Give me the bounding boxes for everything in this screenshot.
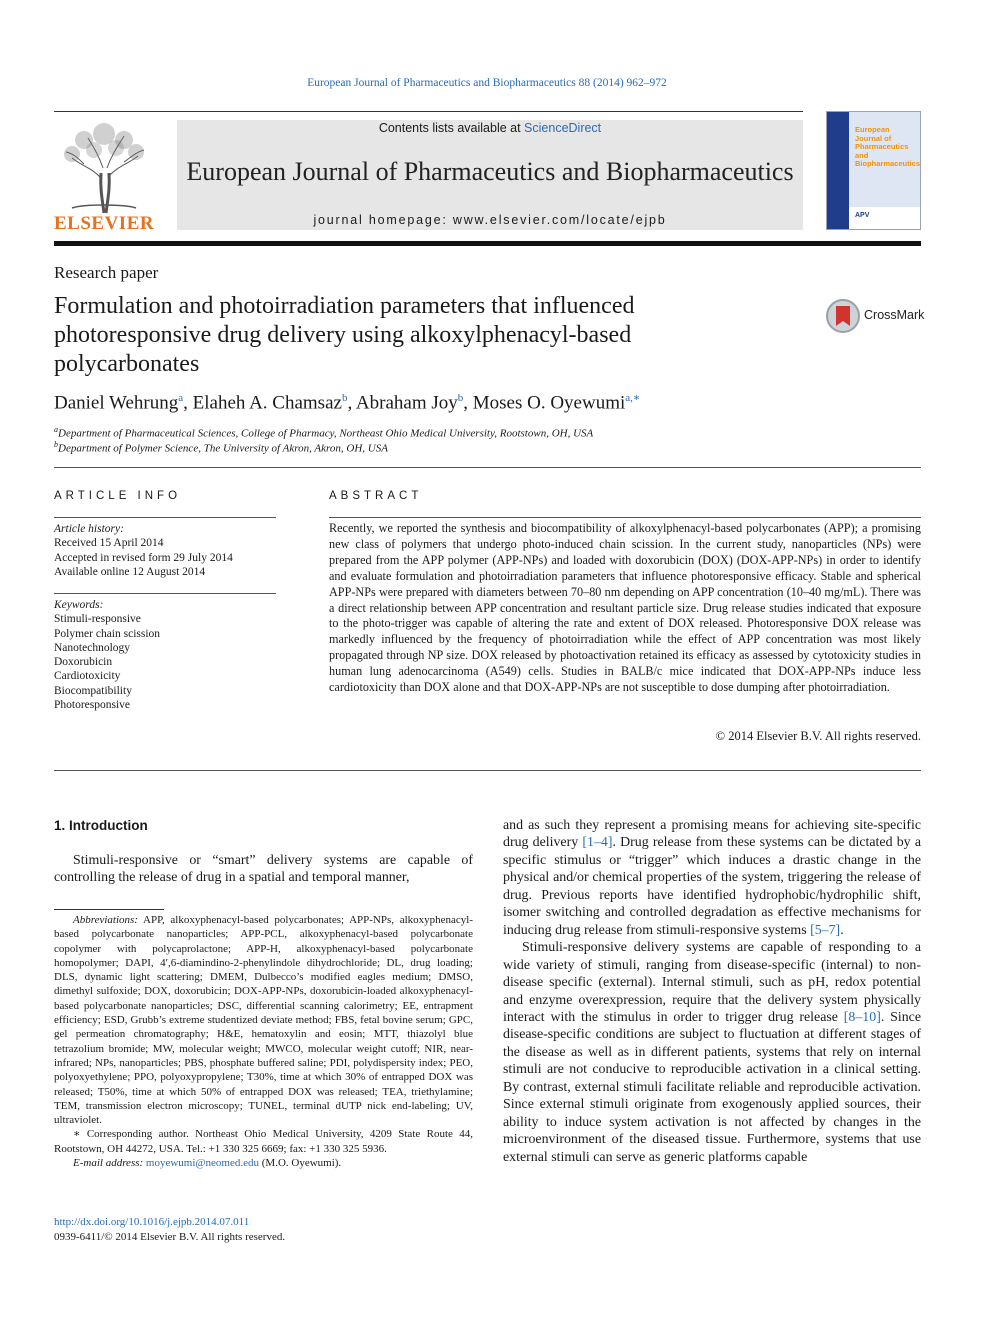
keywords-list — [54, 598, 276, 712]
crossmark-badge[interactable] — [826, 298, 926, 334]
article-info-rule — [54, 517, 276, 518]
abstract-divider — [54, 770, 921, 771]
journal-title: European Journal of Pharmaceutics and Biopharmaceutics — [186, 157, 794, 186]
author-affiliation-mark[interactable]: a,∗ — [625, 392, 641, 404]
keyword: Doxorubicin — [54, 656, 113, 669]
history-item: Received 15 April 2014 — [54, 537, 164, 550]
cover-spine-band — [827, 112, 849, 229]
cover-title-line: Biopharmaceutics — [855, 159, 921, 168]
keyword: Biocompatibility — [54, 684, 132, 697]
crossmark-label: CrossMark — [864, 308, 925, 322]
affiliation — [54, 425, 593, 440]
keyword: Cardiotoxicity — [54, 670, 121, 683]
email-owner: (M.O. Oyewumi). — [259, 1157, 342, 1170]
title-divider — [54, 467, 921, 468]
citation-link[interactable]: [8–10] — [843, 1009, 881, 1025]
journal-citation-link[interactable]: European Journal of Pharmaceutics and Biopharmaceutics 88 (2014) 962–972 — [307, 77, 667, 89]
intro-right-column — [503, 817, 921, 1166]
abstract-rule — [329, 517, 921, 518]
email-label: E-mail address: — [73, 1157, 144, 1170]
crossmark-icon — [826, 298, 860, 334]
abbreviations-label: Abbreviations: — [73, 914, 138, 926]
issn-line: 0939-6411/© 2014 Elsevier B.V. All rights reserved. — [54, 1231, 286, 1243]
affiliation — [54, 440, 388, 455]
cover-title-line: European — [855, 125, 890, 134]
keyword: Stimuli-responsive — [54, 613, 141, 626]
footnotes — [54, 913, 473, 1170]
affiliation-mark: b — [54, 440, 58, 449]
article-info-heading: ARTICLE INFO — [54, 490, 182, 502]
corresponding-author-footnote: ∗ Corresponding author. Northeast Ohio Medical University, 4209 State Route 44, Rootstown, OH 44272, USA. Tel.: +1 330 325 6669; fax: +1 330 325 5936. — [54, 1128, 473, 1155]
affiliation-mark: a — [54, 425, 58, 434]
abbreviations-text: APP, alkoxyphenacyl-based polycarbonates; APP-NPs, alkoxyphenacyl-based polycarbonate nanoparticles; APP-PCL, alkoxyphenacyl-based polycarbonate copolymer with polycaprolactone; APP-H, alkoxyphenacyl-based polycarbonate homopolymer; DAPI, 4′,6-diamindino-2-phenylindole dihydrochloride; DL, drug loading; DLS, dynamic light scattering; DMEM, Dulbecco’s modified eagles medium; DMSO, dimethyl sulfoxide; DOX, doxorubicin; DOX-APP-NPs, doxorubicin-loaded alkoxyphenacyl-based polycarbonate nanoparticles; DSC, differential scanning calorimetry; EE, entrapment efficiency; ESD, Grubb’s extreme studentized deviate method; FBS, fetal bovine serum; GPC, gel permeation chromatography; H&E, hematoxylin and eosin; MTT, thiazolyl blue tetrazolium bromide; MW, molecular weight; MWCO, molecular weight cutoff; NIR, near-infrared; NPs, nanoparticles; PBS, phosphate buffered saline; PDI, polydispersity index; PEO, polyoxyethylene; PPO, polyoxypropylene; T30%, time at which 30% of entrapped DOX was released; T50%, time at which 50% of entrapped DOX was released; TEA, triethylamine; TEM, transmission electron microscopy; TUNEL, terminal dUTP nick end-labeling; UV, ultraviolet. — [54, 914, 473, 1127]
cover-title-line: Pharmaceutics and — [855, 142, 909, 160]
contents-prefix: Contents lists available at — [378, 121, 525, 135]
intro-paragraph — [503, 817, 921, 939]
journal-homepage[interactable]: journal homepage: www.elsevier.com/locate/ejpb — [313, 213, 667, 227]
article-title: Formulation and photoirradiation parameters that influenced photoresponsive drug delivery using alkoxylphenacyl-based polycarbonates — [54, 293, 635, 377]
intro-paragraph — [503, 939, 921, 1166]
header-thick-rule — [54, 241, 921, 246]
keyword: Photoresponsive — [54, 699, 131, 712]
article-history — [54, 522, 276, 579]
intro-text: and as such they represent a promising means for achieving site-specific drug delivery — [503, 818, 921, 851]
citation-link[interactable]: [1–4] — [582, 835, 613, 851]
intro-paragraph: Stimuli-responsive or “smart” delivery systems are capable of controlling the release of drug in a spatial and temporal manner, — [54, 853, 473, 886]
keywords-label: Keywords: — [54, 599, 104, 611]
author-list: Daniel Wehrung$^a$, Elaheh A. Chamsaz$^b$, Abraham Joy$^b$, Moses O. Oyewumi$^{a,∗}$ — [54, 392, 641, 414]
contents-available-line — [177, 121, 803, 135]
history-item: Accepted in revised form 29 July 2014 — [54, 551, 233, 564]
doi-link[interactable]: http://dx.doi.org/10.1016/j.ejpb.2014.07.011 — [54, 1216, 250, 1228]
article-type: Research paper — [54, 263, 159, 282]
section-heading-introduction: 1. Introduction — [54, 818, 148, 833]
history-label: Article history: — [54, 523, 124, 535]
citation-link[interactable]: [5–7] — [810, 922, 841, 938]
affiliation-text: Department of Polymer Science, The University of Akron, Akron, OH, USA — [58, 442, 388, 455]
cover-title — [855, 126, 921, 169]
author-name[interactable]: Elaheh A. Chamsaz — [192, 392, 342, 414]
footnote-rule — [54, 909, 164, 910]
intro-text: . Drug release from these systems can be dictated by a specific stimulus or “trigger” which induces a drastic change in the physical and/or chemical properties of the system, triggering the release of drug. Previous reports have identified hydrophobic/hydrophilic shift, isomer switching and controlled degradation as effective mechanisms for inducing drug release from stimuli-responsive systems — [503, 835, 921, 938]
history-item: Available online 12 August 2014 — [54, 565, 206, 578]
cover-publisher: APV — [855, 212, 870, 219]
journal-cover-thumbnail[interactable] — [826, 111, 921, 230]
author-name[interactable]: Daniel Wehrung — [54, 392, 179, 414]
author-affiliation-mark[interactable]: b — [341, 392, 348, 404]
keyword: Polymer chain scission — [54, 627, 161, 640]
abbreviations-footnote — [54, 913, 473, 1127]
header-top-rule — [54, 111, 803, 112]
abstract-text: Recently, we reported the synthesis and biocompatibility of alkoxylphenacyl-based polycarbonates (APP); a promising new class of polymers that undergo photo-induced chain scission. In the current study, nanoparticles (NPs) were prepared from the APP polymer (APP-NPs) and loaded with doxorubicin (DOX) (DOX-APP-NPs) in order to identify and evaluate formulation and photoirradiation parameters that influence photoresponsive efficacy. Stable and spherical APP-NPs were prepared with diameters between 70–80 nm depending on APP concentration (10–40 mg/mL). There was a direct relationship between APP concentration and resultant particle size. Drug release studies indicated that exposure to the photo-trigger was capable of altering the rate and extent of DOX released. Photoresponsive DOX release was markedly influenced by the frequency of photoirradiation while the effect of APP concentration was most likely propagated through NP size. DOX released by photoactivation retained its efficacy as assessed by cytotoxicity studies in human lung adenocarcinoma (A549) cells. Studies in BALB/c mice indicated that DOX-APP-NPs induce less cardiotoxicity than DOX alone and that DOX-APP-NPs are not susceptible to dose dumping after photoirradiation. — [329, 521, 921, 695]
abstract-heading: ABSTRACT — [329, 490, 423, 502]
keywords-rule — [54, 593, 276, 594]
intro-text: Stimuli-responsive delivery systems are capable of responding to a wide variety of stimuli, ranging from disease-specific (internal) to non-disease specific (external). Internal stimuli, such as pH, redox potential and enzyme overexpression, require that the delivery system physically interact with the stimulus in order to trigger drug release — [503, 940, 921, 1025]
intro-text: . Since disease-specific conditions are subject to fluctuation at different stages of the disease as well as in different patients, systems that rely on internal stimuli are not conducive to reproducible activation in a clinical setting. By contrast, external stimuli facilitate reliable and reproducible activation. Since external stimuli originate from exogenously applied sources, their ability to induce system activation is not affected by changes in the microenvironment of the diseased tissue. Furthermore, systems that use external stimuli can serve as generic platforms capable — [503, 1009, 922, 1165]
elsevier-wordmark: ELSEVIER — [54, 213, 155, 234]
email-footnote — [54, 1156, 473, 1170]
author-affiliation-mark[interactable]: a — [178, 392, 184, 404]
affiliation-text: Department of Pharmaceutical Sciences, College of Pharmacy, Northeast Ohio Medical University, Rootstown, OH, USA — [58, 427, 594, 440]
intro-text: . — [840, 922, 844, 938]
author-name[interactable]: Abraham Joy — [355, 392, 458, 414]
abstract-copyright: © 2014 Elsevier B.V. All rights reserved. — [715, 729, 921, 743]
cover-title-line: Journal of — [855, 133, 892, 143]
keyword: Nanotechnology — [54, 641, 131, 654]
sciencedirect-link[interactable]: ScienceDirect — [524, 121, 602, 135]
author-affiliation-mark[interactable]: b — [457, 392, 464, 404]
email-link[interactable]: moyewumi@neomed.edu — [145, 1157, 259, 1170]
author-name[interactable]: Moses O. Oyewumi — [472, 392, 626, 414]
